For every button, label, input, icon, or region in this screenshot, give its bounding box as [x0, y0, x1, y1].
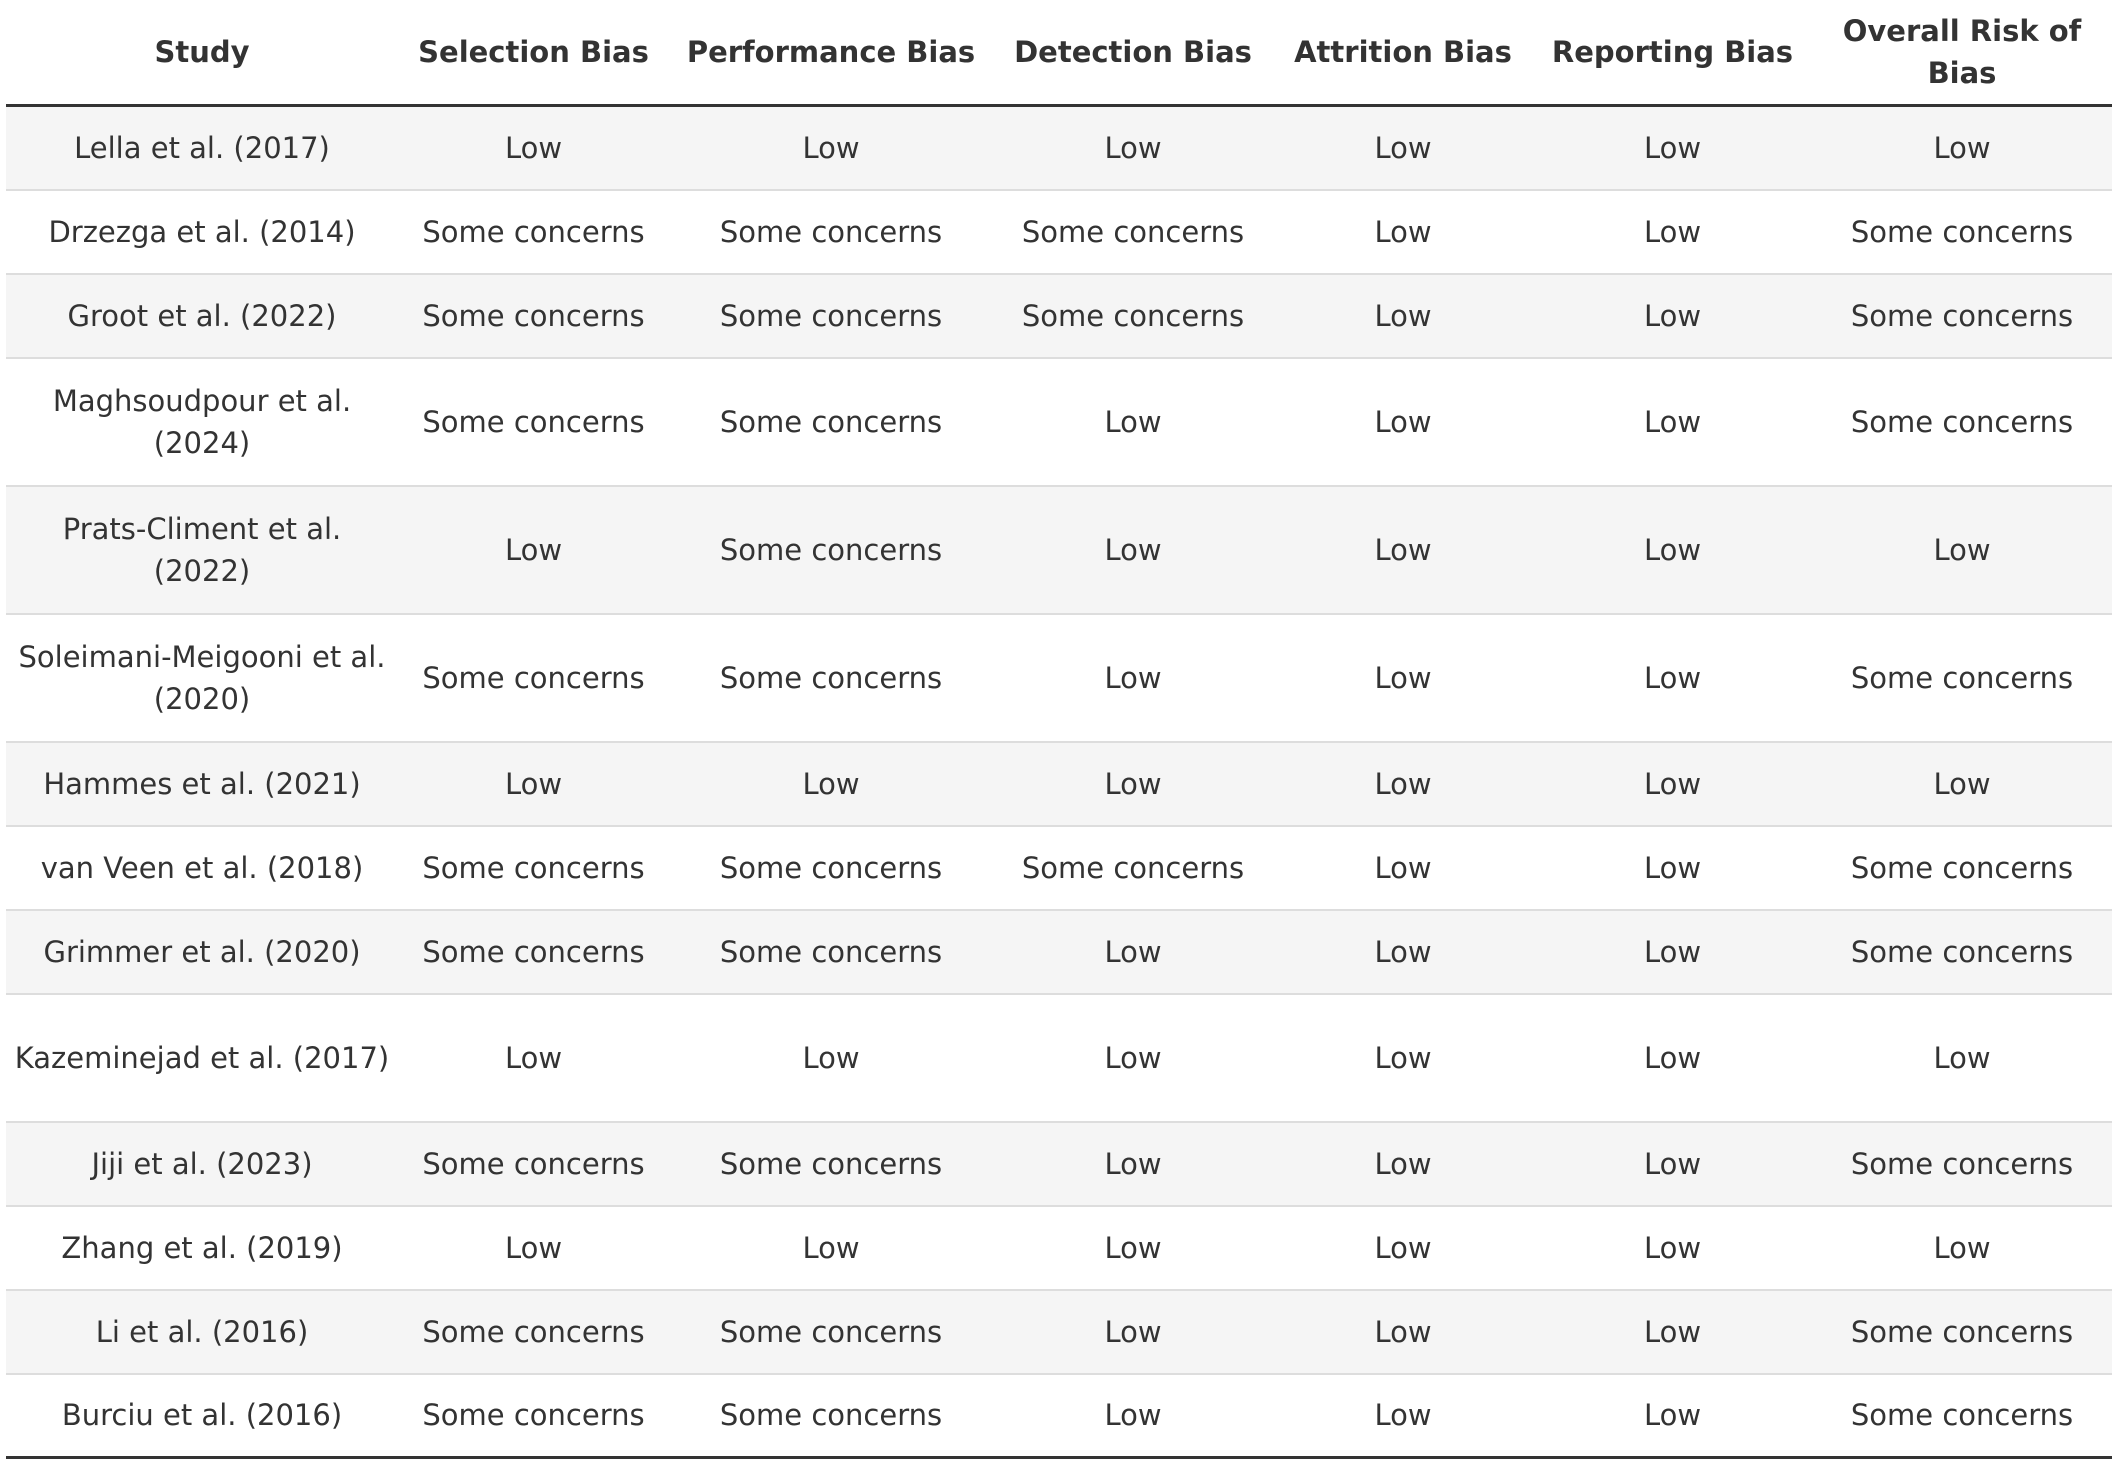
cell-study: Jiji et al. (2023): [6, 1122, 398, 1206]
cell-study: Kazeminejad et al. (2017): [6, 994, 398, 1122]
table-row: [6, 1374, 2112, 1458]
cell-overall-risk: Some concerns: [1812, 1122, 2112, 1206]
header-detection-bias: Detection Bias: [993, 0, 1273, 106]
cell-overall-risk: Some concerns: [1812, 1374, 2112, 1458]
cell-attrition-bias: Low: [1273, 742, 1533, 826]
cell-selection-bias: Some concerns: [398, 1122, 669, 1206]
table-body: [6, 106, 2112, 1458]
table-row: [6, 1290, 2112, 1374]
cell-attrition-bias: Low: [1273, 1122, 1533, 1206]
cell-overall-risk: Some concerns: [1812, 1290, 2112, 1374]
cell-overall-risk: Some concerns: [1812, 190, 2112, 274]
cell-overall-risk: Low: [1812, 486, 2112, 614]
cell-study: van Veen et al. (2018): [6, 826, 398, 910]
cell-performance-bias: Low: [669, 742, 993, 826]
cell-overall-risk: Low: [1812, 1206, 2112, 1290]
cell-selection-bias: Low: [398, 486, 669, 614]
cell-detection-bias: Low: [993, 1290, 1273, 1374]
cell-attrition-bias: Low: [1273, 994, 1533, 1122]
table-row: [6, 190, 2112, 274]
cell-selection-bias: Some concerns: [398, 826, 669, 910]
cell-selection-bias: Some concerns: [398, 614, 669, 742]
cell-performance-bias: Low: [669, 106, 993, 190]
cell-selection-bias: Some concerns: [398, 1290, 669, 1374]
table-row: [6, 994, 2112, 1122]
cell-selection-bias: Some concerns: [398, 190, 669, 274]
table-header: [6, 0, 2112, 106]
table-row: [6, 614, 2112, 742]
cell-selection-bias: Low: [398, 1206, 669, 1290]
cell-detection-bias: Low: [993, 742, 1273, 826]
cell-study: Zhang et al. (2019): [6, 1206, 398, 1290]
cell-overall-risk: Some concerns: [1812, 274, 2112, 358]
cell-performance-bias: Some concerns: [669, 1122, 993, 1206]
cell-performance-bias: Some concerns: [669, 274, 993, 358]
header-attrition-bias: Attrition Bias: [1273, 0, 1533, 106]
cell-reporting-bias: Low: [1533, 358, 1812, 486]
cell-attrition-bias: Low: [1273, 190, 1533, 274]
cell-detection-bias: Low: [993, 358, 1273, 486]
cell-selection-bias: Some concerns: [398, 358, 669, 486]
cell-overall-risk: Some concerns: [1812, 826, 2112, 910]
cell-study: Drzezga et al. (2014): [6, 190, 398, 274]
table-row: [6, 358, 2112, 486]
cell-overall-risk: Some concerns: [1812, 910, 2112, 994]
cell-study: Groot et al. (2022): [6, 274, 398, 358]
cell-study: Hammes et al. (2021): [6, 742, 398, 826]
cell-detection-bias: Low: [993, 1374, 1273, 1458]
cell-reporting-bias: Low: [1533, 1206, 1812, 1290]
cell-detection-bias: Low: [993, 994, 1273, 1122]
cell-detection-bias: Low: [993, 486, 1273, 614]
header-reporting-bias: Reporting Bias: [1533, 0, 1812, 106]
cell-reporting-bias: Low: [1533, 486, 1812, 614]
cell-selection-bias: Some concerns: [398, 274, 669, 358]
cell-study: Grimmer et al. (2020): [6, 910, 398, 994]
table-row: [6, 910, 2112, 994]
cell-overall-risk: Low: [1812, 106, 2112, 190]
cell-performance-bias: Some concerns: [669, 486, 993, 614]
cell-performance-bias: Low: [669, 994, 993, 1122]
header-row: [6, 0, 2112, 106]
cell-reporting-bias: Low: [1533, 826, 1812, 910]
risk-of-bias-table: [6, 0, 2112, 1459]
table-row: [6, 1122, 2112, 1206]
cell-study: Soleimani-Meigooni et al. (2020): [6, 614, 398, 742]
cell-detection-bias: Low: [993, 910, 1273, 994]
cell-detection-bias: Some concerns: [993, 274, 1273, 358]
cell-selection-bias: Some concerns: [398, 1374, 669, 1458]
cell-reporting-bias: Low: [1533, 614, 1812, 742]
cell-study: Prats-Climent et al. (2022): [6, 486, 398, 614]
cell-attrition-bias: Low: [1273, 1374, 1533, 1458]
cell-performance-bias: Some concerns: [669, 190, 993, 274]
cell-attrition-bias: Low: [1273, 614, 1533, 742]
table-row: [6, 486, 2112, 614]
cell-selection-bias: Low: [398, 106, 669, 190]
cell-study: Burciu et al. (2016): [6, 1374, 398, 1458]
cell-overall-risk: Some concerns: [1812, 358, 2112, 486]
cell-reporting-bias: Low: [1533, 1290, 1812, 1374]
cell-attrition-bias: Low: [1273, 274, 1533, 358]
table-row: [6, 742, 2112, 826]
table-row: [6, 106, 2112, 190]
header-selection-bias: Selection Bias: [398, 0, 669, 106]
header-overall-risk: Overall Risk of Bias: [1812, 0, 2112, 106]
cell-attrition-bias: Low: [1273, 358, 1533, 486]
cell-overall-risk: Low: [1812, 742, 2112, 826]
cell-reporting-bias: Low: [1533, 742, 1812, 826]
table-row: [6, 826, 2112, 910]
cell-attrition-bias: Low: [1273, 1206, 1533, 1290]
cell-detection-bias: Low: [993, 106, 1273, 190]
cell-performance-bias: Low: [669, 1206, 993, 1290]
cell-performance-bias: Some concerns: [669, 910, 993, 994]
cell-attrition-bias: Low: [1273, 826, 1533, 910]
cell-selection-bias: Low: [398, 742, 669, 826]
cell-attrition-bias: Low: [1273, 486, 1533, 614]
cell-detection-bias: Low: [993, 1122, 1273, 1206]
cell-reporting-bias: Low: [1533, 1122, 1812, 1206]
cell-study: Li et al. (2016): [6, 1290, 398, 1374]
cell-performance-bias: Some concerns: [669, 1374, 993, 1458]
cell-study: Lella et al. (2017): [6, 106, 398, 190]
cell-reporting-bias: Low: [1533, 190, 1812, 274]
cell-attrition-bias: Low: [1273, 106, 1533, 190]
table-row: [6, 274, 2112, 358]
cell-detection-bias: Low: [993, 1206, 1273, 1290]
cell-overall-risk: Low: [1812, 994, 2112, 1122]
cell-study: Maghsoudpour et al. (2024): [6, 358, 398, 486]
risk-of-bias-table-container: [6, 0, 2112, 1459]
cell-performance-bias: Some concerns: [669, 1290, 993, 1374]
cell-performance-bias: Some concerns: [669, 826, 993, 910]
header-study: Study: [6, 0, 398, 106]
cell-detection-bias: Low: [993, 614, 1273, 742]
cell-attrition-bias: Low: [1273, 910, 1533, 994]
cell-detection-bias: Some concerns: [993, 826, 1273, 910]
cell-performance-bias: Some concerns: [669, 358, 993, 486]
cell-reporting-bias: Low: [1533, 994, 1812, 1122]
header-performance-bias: Performance Bias: [669, 0, 993, 106]
table-row: [6, 1206, 2112, 1290]
cell-reporting-bias: Low: [1533, 910, 1812, 994]
cell-detection-bias: Some concerns: [993, 190, 1273, 274]
cell-reporting-bias: Low: [1533, 274, 1812, 358]
cell-attrition-bias: Low: [1273, 1290, 1533, 1374]
cell-reporting-bias: Low: [1533, 1374, 1812, 1458]
cell-selection-bias: Some concerns: [398, 910, 669, 994]
cell-overall-risk: Some concerns: [1812, 614, 2112, 742]
cell-selection-bias: Low: [398, 994, 669, 1122]
cell-reporting-bias: Low: [1533, 106, 1812, 190]
cell-performance-bias: Some concerns: [669, 614, 993, 742]
